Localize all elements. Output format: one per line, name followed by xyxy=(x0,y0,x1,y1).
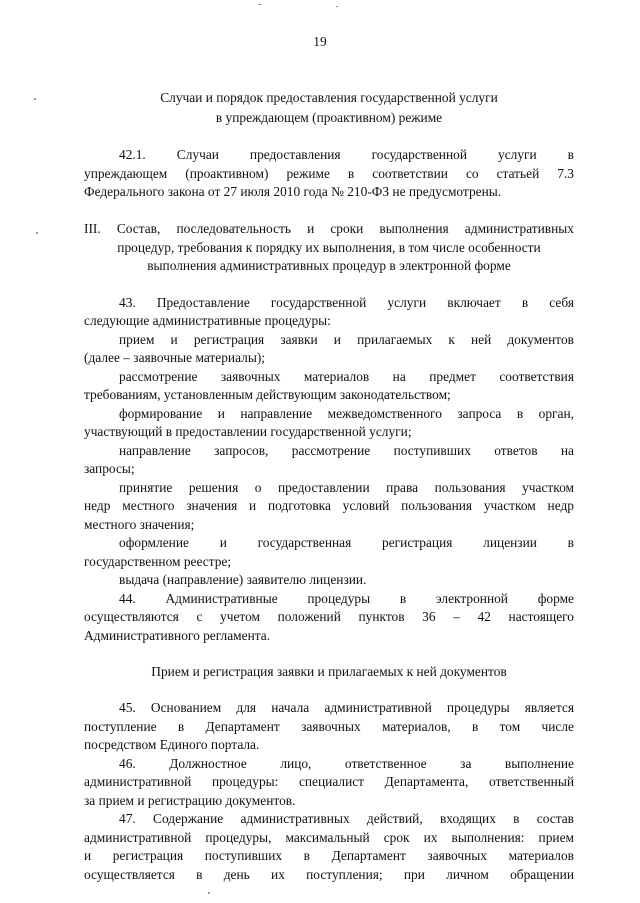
text-line: следующие административные процедуры: xyxy=(84,313,331,328)
text-line: принятие решения о предоставлении права пользования участком xyxy=(119,480,574,495)
text-line: требованиям, установленным действующим законодательством; xyxy=(84,387,451,402)
section-heading-line: в упреждающем (проактивном) режиме xyxy=(215,110,443,125)
text-line: запросы; xyxy=(84,461,135,476)
text-line: 42.1. Случаи предоставления государственной услуги в xyxy=(119,147,574,162)
text-line: недр местного значения и подготовка условий пользования участком недр xyxy=(84,498,574,513)
scan-speck xyxy=(208,892,210,894)
chapter-heading-line: III. Состав, последовательность и сроки выполнения административных xyxy=(84,221,574,236)
text-line: местного значения; xyxy=(84,517,195,532)
scan-speck xyxy=(336,6,338,7)
scan-speck xyxy=(34,98,36,100)
subsection-heading: Прием и регистрация заявки и прилагаемых к ней документов xyxy=(151,664,507,679)
text-line: 46. Должностное лицо, ответственное за выполнение xyxy=(119,756,574,771)
text-line: участвующий в предоставлении государственной услуги; xyxy=(84,424,412,439)
text-line: за прием и регистрацию документов. xyxy=(84,793,296,808)
text-line: государственном реестре; xyxy=(84,554,232,569)
text-line: 43. Предоставление государственной услуги включает в себя xyxy=(119,295,574,310)
section-heading-line: Случаи и порядок предоставления государственной услуги xyxy=(160,90,498,105)
text-line: Административного регламента. xyxy=(84,628,271,643)
chapter-heading-line: выполнения административных процедур в электронной форме xyxy=(147,258,511,273)
text-line: Федерального закона от 27 июля 2010 года № 210-ФЗ не предусмотрены. xyxy=(84,184,502,199)
text-line: направление запросов, рассмотрение поступивших ответов на xyxy=(119,443,574,458)
text-line: осуществляется в день их поступления; при личном обращении xyxy=(84,867,574,882)
text-line: 47. Содержание административных действий, входящих в состав xyxy=(119,811,574,826)
text-line: 44. Административные процедуры в электронной форме xyxy=(119,591,574,606)
scan-speck xyxy=(258,4,261,5)
chapter-heading-line: процедур, требования к порядку их выполнения, в том числе особенности xyxy=(117,240,541,255)
text-line: административной процедуры: специалист Департамента, ответственный xyxy=(84,774,574,789)
text-line: (далее – заявочные материалы); xyxy=(84,350,266,365)
text-line: выдача (направление) заявителю лицензии. xyxy=(119,572,367,587)
text-line: 45. Основанием для начала административной процедуры является xyxy=(119,700,574,715)
text-line: оформление и государственная регистрация лицензии в xyxy=(119,535,574,550)
text-line: рассмотрение заявочных материалов на предмет соответствия xyxy=(119,369,574,384)
text-line: упреждающем (проактивном) режиме в соответствии со статьей 7.3 xyxy=(84,166,574,181)
scan-speck xyxy=(36,232,38,234)
text-line: поступление в Департамент заявочных материалов, в том числе xyxy=(84,719,574,734)
text-line: осуществляются с учетом положений пунктов 36 – 42 настоящего xyxy=(84,609,574,624)
page-number: 19 xyxy=(313,34,327,49)
text-line: посредством Единого портала. xyxy=(84,737,260,752)
text-line: прием и регистрация заявки и прилагаемых к ней документов xyxy=(119,332,574,347)
text-line: формирование и направление межведомственного запроса в орган, xyxy=(119,406,574,421)
text-line: и регистрация поступивших в Департамент заявочных материалов xyxy=(84,848,574,863)
text-line: административной процедуры, максимальный срок их выполнения: прием xyxy=(84,830,574,845)
